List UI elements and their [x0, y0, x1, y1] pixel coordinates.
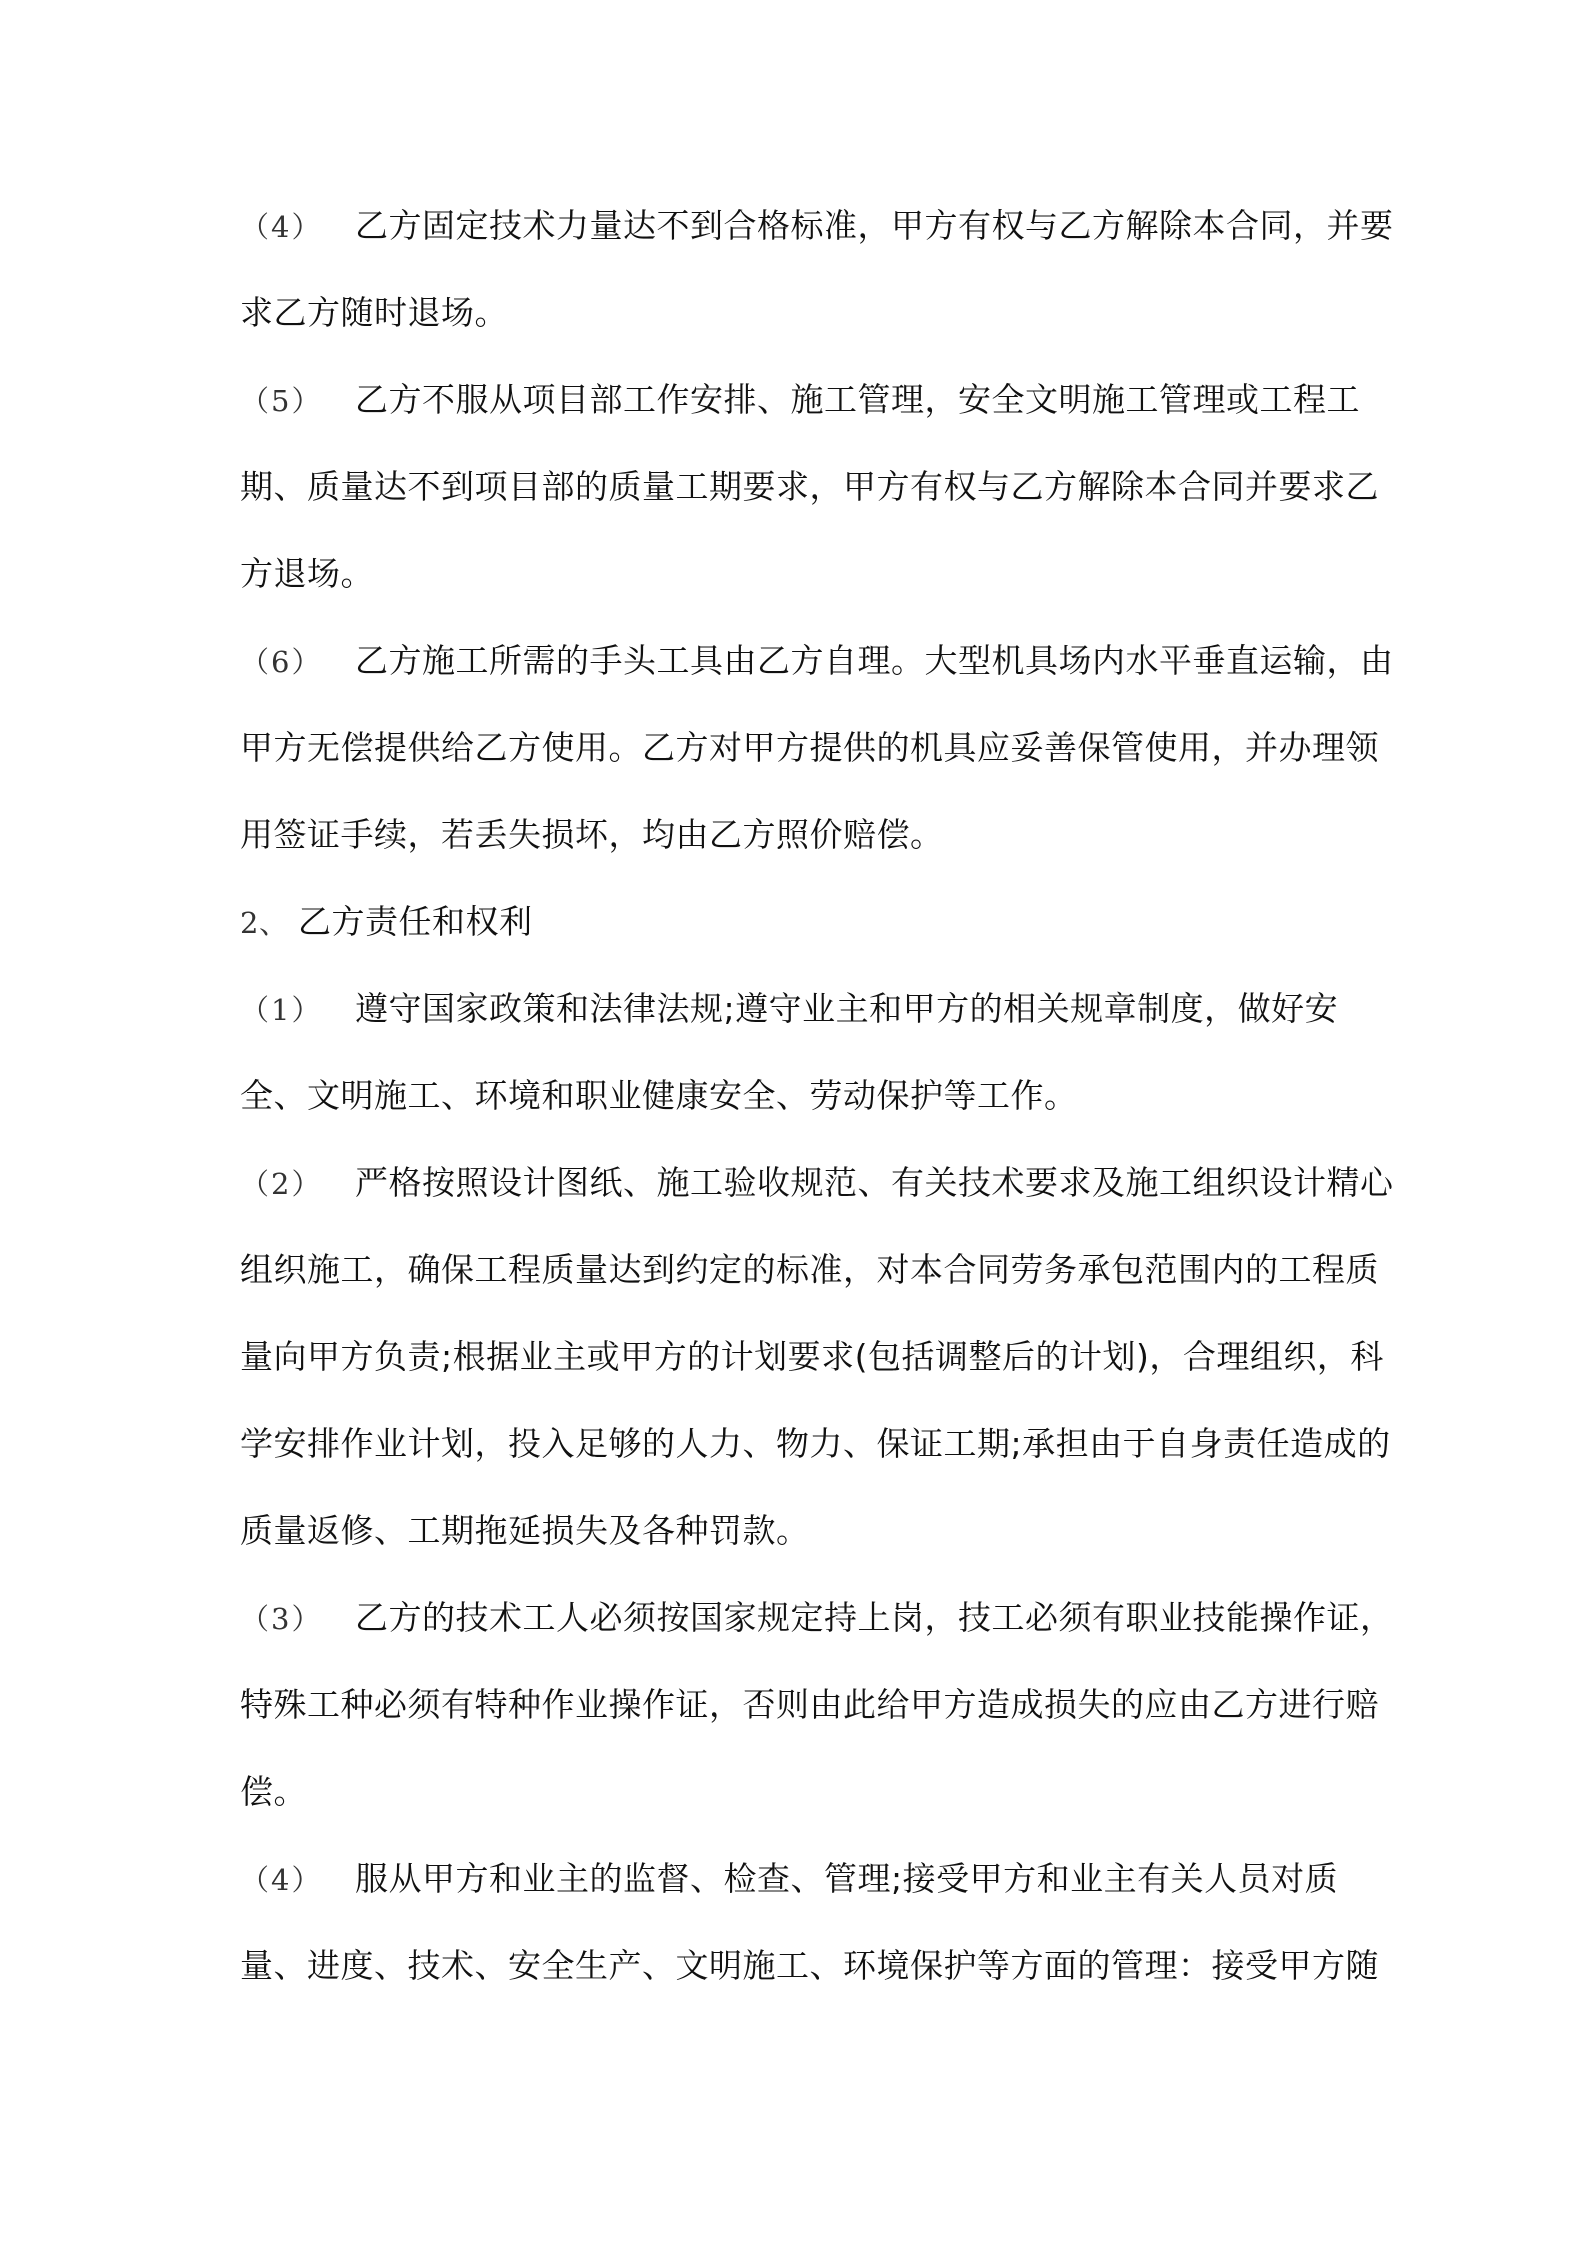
- section-item-1-line-2: [240, 1052, 1360, 1139]
- item-4-line-2: [240, 269, 1360, 356]
- section-item-4-number: （4）: [240, 1863, 323, 1897]
- item-4-text-1: 乙方固定技术力量达不到合格标准，甲方有权与乙方解除本合同，并要: [355, 206, 1394, 245]
- item-6-number: （6）: [240, 645, 323, 679]
- document-body: [240, 182, 1394, 2009]
- item-6-line-2: [240, 704, 1379, 791]
- item-5-text-1: 乙方不服从项目部工作安排、施工管理，安全文明施工管理或工程工: [355, 380, 1360, 419]
- item-6-text-3: 用签证手续，若丢失损坏，均由乙方照价赔偿。: [240, 815, 944, 854]
- section-item-2-text-3: 量向甲方负责;根据业主或甲方的计划要求(包括调整后的计划)，合理组织，科: [240, 1337, 1384, 1376]
- section-item-4-text-1: 服从甲方和业主的监督、检查、管理;接受甲方和业主有关人员对质: [355, 1859, 1339, 1898]
- section-item-2-line-3: [240, 1313, 1384, 1400]
- item-6-text-1: 乙方施工所需的手头工具由乙方自理。大型机具场内水平垂直运输，由: [355, 641, 1394, 680]
- section-title: 乙方责任和权利: [298, 902, 533, 941]
- section-item-1-text-2: 全、文明施工、环境和职业健康安全、劳动保护等工作。: [240, 1076, 1078, 1115]
- section-item-3-line-1: [240, 1574, 1394, 1661]
- section-item-1-text-1: 遵守国家政策和法律法规;遵守业主和甲方的相关规章制度，做好安: [355, 989, 1339, 1028]
- section-item-2-text-1: 严格按照设计图纸、施工验收规范、有关技术要求及施工组织设计精心: [355, 1163, 1394, 1202]
- item-4-text-2: 求乙方随时退场。: [240, 293, 508, 332]
- item-5-number: （5）: [240, 384, 323, 418]
- item-6-line-1: [240, 617, 1394, 704]
- item-5-text-2: 期、质量达不到项目部的质量工期要求，甲方有权与乙方解除本合同并要求乙: [240, 467, 1379, 506]
- section-item-3-line-3: [240, 1748, 1360, 1835]
- item-5-line-1: [240, 356, 1360, 443]
- section-item-3-text-1: 乙方的技术工人必须按国家规定持上岗，技工必须有职业技能操作证，: [355, 1598, 1394, 1637]
- section-item-3-line-2: [240, 1661, 1379, 1748]
- section-heading: [240, 878, 1360, 965]
- section-item-2-line-4: [240, 1400, 1391, 1487]
- section-item-1-line-1: [240, 965, 1360, 1052]
- section-item-4-text-2: 量、进度、技术、安全生产、文明施工、环境保护等方面的管理：接受甲方随: [240, 1946, 1379, 1985]
- section-item-2-text-2: 组织施工，确保工程质量达到约定的标准，对本合同劳务承包范围内的工程质: [240, 1250, 1379, 1289]
- section-item-2-line-5: [240, 1487, 1360, 1574]
- item-4-line-1: [240, 182, 1394, 269]
- item-6-text-2: 甲方无偿提供给乙方使用。乙方对甲方提供的机具应妥善保管使用，并办理领: [240, 728, 1379, 767]
- section-item-3-text-3: 偿。: [240, 1772, 307, 1811]
- item-4-number: （4）: [240, 210, 323, 244]
- item-5-text-3: 方退场。: [240, 554, 374, 593]
- item-5-line-3: [240, 530, 1360, 617]
- section-item-4-line-1: [240, 1835, 1360, 1922]
- item-6-line-3: [240, 791, 1360, 878]
- section-item-3-text-2: 特殊工种必须有特种作业操作证，否则由此给甲方造成损失的应由乙方进行赔: [240, 1685, 1379, 1724]
- section-item-4-line-2: [240, 1922, 1379, 2009]
- item-5-line-2: [240, 443, 1379, 530]
- section-item-2-text-4: 学安排作业计划，投入足够的人力、物力、保证工期;承担由于自身责任造成的: [240, 1424, 1391, 1463]
- section-item-2-number: （2）: [240, 1167, 323, 1201]
- section-item-3-number: （3）: [240, 1602, 323, 1636]
- section-item-1-number: （1）: [240, 993, 323, 1027]
- section-item-2-line-1: [240, 1139, 1394, 1226]
- section-item-2-line-2: [240, 1226, 1379, 1313]
- section-item-2-text-5: 质量返修、工期拖延损失及各种罚款。: [240, 1511, 810, 1550]
- section-number: 2、: [240, 906, 289, 940]
